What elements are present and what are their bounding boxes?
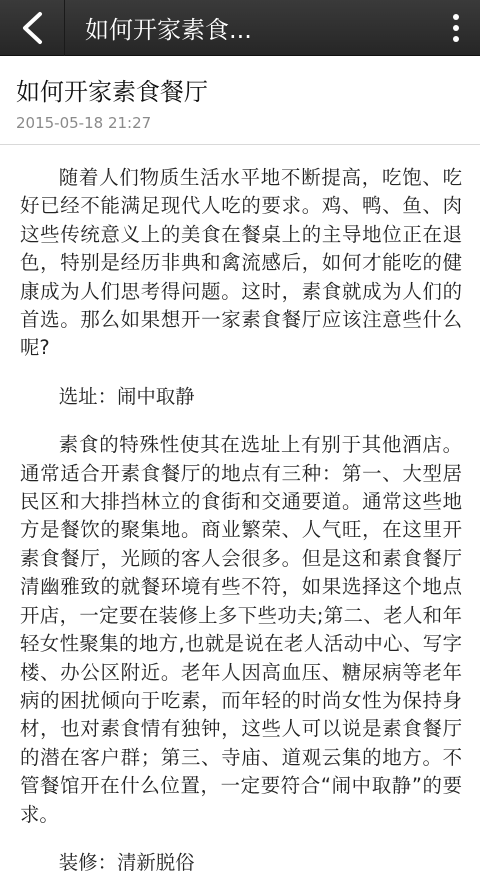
app-bar — [0, 0, 480, 56]
article-view[interactable] — [0, 56, 480, 874]
article-paragraph: 素食的特殊性使其在选址上有别于其他酒店。通常适合开素食餐厅的地点有三种：第一、大型居民区和大排挡林立的食街和交通要道。通常这些地方是餐饮的聚集地。商业繁荣、人气旺，在这里开素食餐厅，光顾的客人会很多。但是这和素食餐厅清幽雅致的就餐环境有些不符，如果选择这个地点开店，一定要在装修上多下些功夫;第二、老人和年轻女性聚集的地方,也就是说在老人活动中心、写字楼、办公区附近。老年人因高血压、糖尿病等老年病的困扰倾向于吃素，而年轻的时尚女性为保持身材，也对素食情有独钟，这些人可以说是素食餐厅的潜在客户群；第三、寺庙、道观云集的地方。不管餐馆开在什么位置，一定要符合“闹中取静”的要求。 — [20, 433, 462, 826]
section-heading: 装修：清新脱俗 — [58, 850, 195, 874]
article-title: 如何开家素食餐厅 — [16, 78, 208, 106]
article-paragraph: 随着人们物质生活水平地不断提高，吃饱、吃好已经不能满足现代人吃的要求。鸡、鸭、鱼、肉这些传统意义上的美食在餐桌上的主导地位正在退色，特别是经历非典和禽流感后，如何才能吃的健康成为人们思考得问题。这时，素食就成为人们的首选。那么如果想开一家素食餐厅应该注意些什么呢? — [20, 166, 462, 360]
back-button[interactable] — [0, 0, 64, 56]
chevron-left-icon — [20, 11, 44, 45]
section-heading: 选址：闹中取静 — [58, 384, 195, 408]
page-title: 如何开家素食... — [85, 16, 252, 44]
article-body — [0, 145, 480, 877]
overflow-menu-button[interactable] — [432, 0, 480, 56]
overflow-menu-icon — [451, 13, 461, 43]
article-date: 2015-05-18 21:27 — [16, 114, 152, 132]
